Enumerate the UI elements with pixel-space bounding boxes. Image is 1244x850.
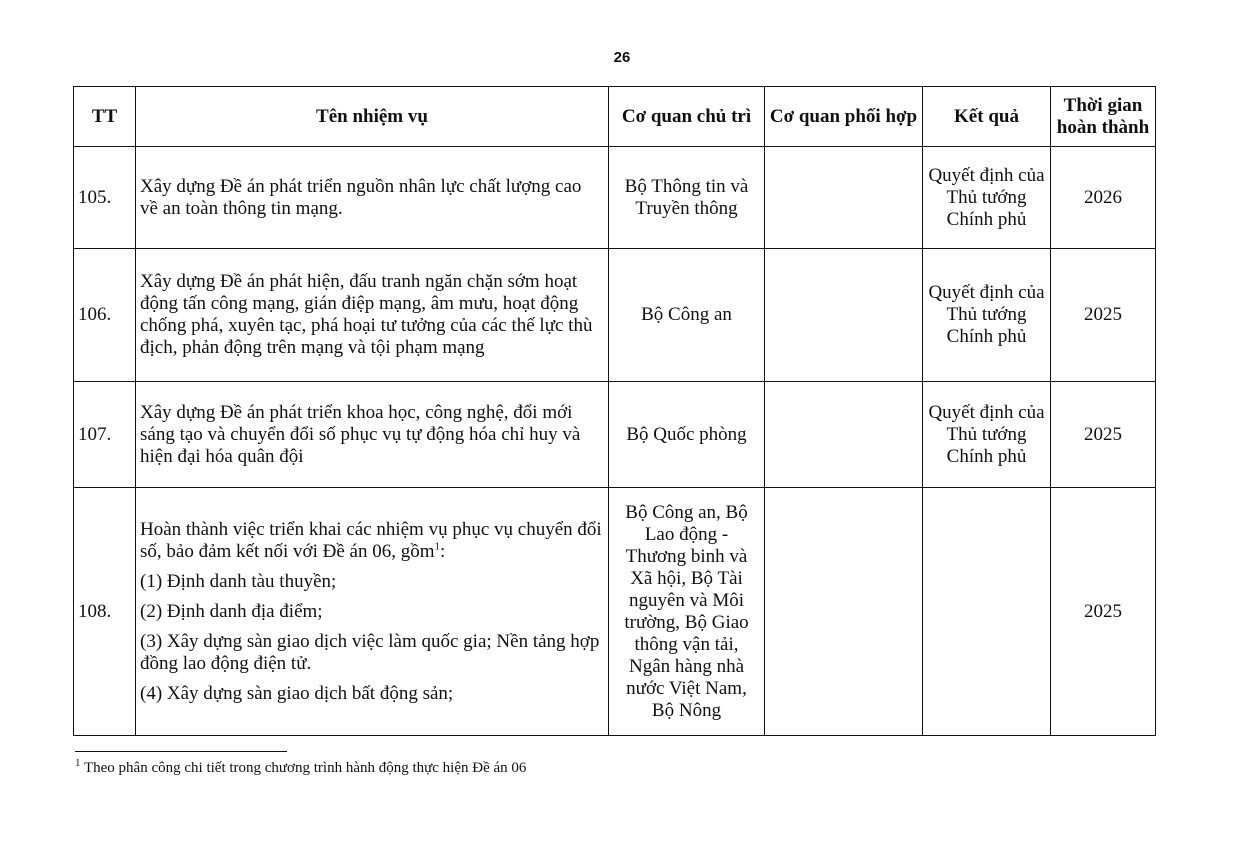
footnote — [75, 757, 527, 777]
table-row — [74, 249, 1156, 382]
lead-agency: Bộ Thông tin và Truyền thông — [609, 147, 765, 249]
row-number: 108. — [74, 488, 136, 736]
table-row — [74, 382, 1156, 488]
result — [923, 488, 1051, 736]
support-agency — [765, 147, 923, 249]
header-tt: TT — [74, 87, 136, 147]
support-agency — [765, 249, 923, 382]
support-agency — [765, 488, 923, 736]
deadline: 2025 — [1051, 249, 1156, 382]
support-agency — [765, 382, 923, 488]
task-name: Xây dựng Đề án phát triển nguồn nhân lực chất lượng cao về an toàn thông tin mạng. — [136, 147, 609, 249]
task-name: Xây dựng Đề án phát hiện, đấu tranh ngăn chặn sớm hoạt động tấn công mạng, gián điệp mạng, âm mưu, hoạt động chống phá, xuyên tạc, phá hoại tư tưởng của các thế lực thù địch, phản động trên mạng và tội phạm mạng — [136, 249, 609, 382]
task-item: (4) Xây dựng sàn giao dịch bất động sản; — [140, 682, 454, 704]
lead-agency: Bộ Quốc phòng — [609, 382, 765, 488]
header-task: Tên nhiệm vụ — [136, 87, 609, 147]
task-intro-colon: : — [439, 540, 446, 562]
row-number: 105. — [74, 147, 136, 249]
footnote-text: Theo phân công chi tiết trong chương trình hành động thực hiện Đề án 06 — [83, 760, 527, 776]
task-item: (3) Xây dựng sàn giao dịch việc làm quốc gia; Nền tảng hợp đồng lao động điện tử. — [140, 630, 600, 674]
footnote-marker: 1 — [75, 757, 81, 769]
deadline: 2025 — [1051, 382, 1156, 488]
deadline: 2026 — [1051, 147, 1156, 249]
header-lead-agency: Cơ quan chủ trì — [609, 87, 765, 147]
header-deadline: Thời gian hoàn thành — [1051, 87, 1156, 147]
task-item: (2) Định danh địa điểm; — [140, 600, 323, 622]
table-row — [74, 488, 1156, 736]
lead-agency: Bộ Công an, Bộ Lao động - Thương binh và Xã hội, Bộ Tài nguyên và Môi trường, Bộ Giao thông vận tải, Ngân hàng nhà nước Việt Nam, Bộ Nông — [609, 488, 765, 736]
task-intro-text: Hoàn thành việc triển khai các nhiệm vụ phục vụ chuyển đổi số, bảo đảm kết nối với Đề án 06, gồm — [140, 518, 602, 562]
task-item: (1) Định danh tàu thuyền; — [140, 570, 337, 592]
page-number: 26 — [613, 49, 631, 66]
task-name — [136, 488, 609, 736]
tasks-table — [73, 86, 1156, 736]
header-support-agency: Cơ quan phối hợp — [765, 87, 923, 147]
table-header-row — [74, 87, 1156, 147]
result: Quyết định của Thủ tướng Chính phủ — [923, 147, 1051, 249]
row-number: 106. — [74, 249, 136, 382]
result: Quyết định của Thủ tướng Chính phủ — [923, 249, 1051, 382]
result: Quyết định của Thủ tướng Chính phủ — [923, 382, 1051, 488]
deadline: 2025 — [1051, 488, 1156, 736]
task-name: Xây dựng Đề án phát triển khoa học, công nghệ, đổi mới sáng tạo và chuyển đổi số phục vụ tự động hóa chỉ huy và hiện đại hóa quân đội — [136, 382, 609, 488]
header-result: Kết quả — [923, 87, 1051, 147]
footnote-divider — [75, 751, 287, 752]
task-intro — [140, 519, 604, 563]
row-number: 107. — [74, 382, 136, 488]
lead-agency: Bộ Công an — [609, 249, 765, 382]
footnote-ref: 1 — [434, 540, 440, 553]
table-row — [74, 147, 1156, 249]
